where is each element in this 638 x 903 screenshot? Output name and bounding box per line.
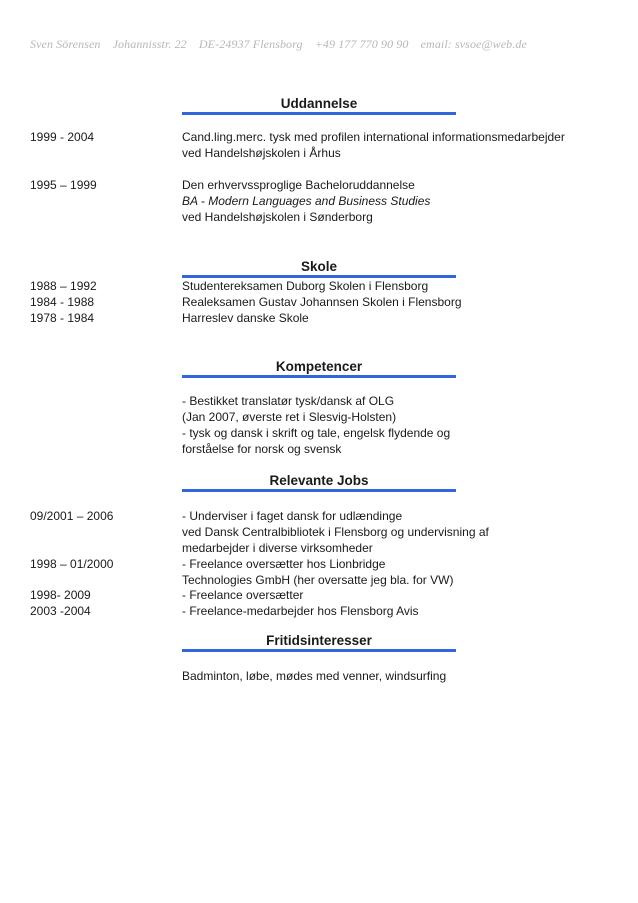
skills-line: - Bestikket translatør tysk/dansk af OLG xyxy=(182,394,395,408)
entry-line: ved Dansk Centralbibliotek i Flensborg og undervisning af xyxy=(182,525,489,539)
entry-description xyxy=(182,587,622,603)
section-title-skills: Kompetencer xyxy=(275,359,363,374)
contact-phone: +49 177 770 90 90 xyxy=(314,37,409,51)
entry-line-italic: BA - Modern Languages and Business Studies xyxy=(182,194,431,208)
section-title-jobs: Relevante Jobs xyxy=(269,473,369,488)
contact-city: DE-24937 Flensborg xyxy=(198,37,303,51)
entry-date: 2003 -2004 xyxy=(30,604,91,618)
entry-date: 1984 - 1988 xyxy=(30,295,95,309)
entry-date: 1998 – 01/2000 xyxy=(30,557,114,571)
entry-line: Cand.ling.merc. tysk med profilen international informationsmedarbejder xyxy=(182,130,565,144)
entry-date: 1998- 2009 xyxy=(30,588,91,602)
skills-description xyxy=(182,393,622,457)
entry-date: 09/2001 – 2006 xyxy=(30,509,114,523)
entry-line: Den erhvervssproglige Bacheloruddannelse xyxy=(182,178,415,192)
entry-line: ved Handelshøjskolen i Århus xyxy=(182,146,341,160)
section-title-school: Skole xyxy=(300,259,338,274)
entry-date: 1995 – 1999 xyxy=(30,178,97,192)
entry-description xyxy=(182,177,622,225)
entry-description xyxy=(182,603,622,619)
skills-line: forståelse for norsk og svensk xyxy=(182,442,342,456)
entry-description: Harreslev danske Skole xyxy=(182,311,309,325)
entry-description xyxy=(182,556,622,588)
entry-date: 1999 - 2004 xyxy=(30,130,95,144)
section-title-hobbies: Fritidsinteresser xyxy=(266,633,372,648)
skills-line: (Jan 2007, øverste ret i Slesvig-Holsten) xyxy=(182,410,397,424)
entry-line: medarbejder i diverse virksomheder xyxy=(182,541,373,555)
entry-date: 1978 - 1984 xyxy=(30,311,95,325)
entry-description xyxy=(182,129,622,161)
skills-line: - tysk og dansk i skrift og tale, engelsk flydende og xyxy=(182,426,451,440)
contact-email[interactable]: email: svsoe@web.de xyxy=(420,37,527,51)
hobbies-description: Badminton, løbe, mødes med venner, windsurfing xyxy=(182,669,447,683)
entry-description: Studentereksamen Duborg Skolen i Flensborg xyxy=(182,279,429,293)
section-title-education: Uddannelse xyxy=(280,96,358,111)
entry-description: Realeksamen Gustav Johannsen Skolen i Flensborg xyxy=(182,295,462,309)
entry-line: - Freelance-medarbejder hos Flensborg Avis xyxy=(182,604,419,618)
contact-street: Johannisstr. 22 xyxy=(112,37,187,51)
section-rule-education xyxy=(182,112,456,115)
entry-line: Technologies GmbH (her oversatte jeg bla. for VW) xyxy=(182,573,454,587)
entry-date: 1988 – 1992 xyxy=(30,279,97,293)
section-rule-hobbies xyxy=(182,649,456,652)
section-rule-jobs xyxy=(182,489,456,492)
entry-line: - Freelance oversætter hos Lionbridge xyxy=(182,557,386,571)
contact-header xyxy=(30,37,620,52)
section-rule-skills xyxy=(182,375,456,378)
entry-description xyxy=(182,508,622,556)
contact-name: Sven Sörensen xyxy=(30,37,101,51)
entry-line: - Freelance oversætter xyxy=(182,588,304,602)
entry-line: - Underviser i faget dansk for udlændinge xyxy=(182,509,403,523)
entry-line: ved Handelshøjskolen i Sønderborg xyxy=(182,210,373,224)
